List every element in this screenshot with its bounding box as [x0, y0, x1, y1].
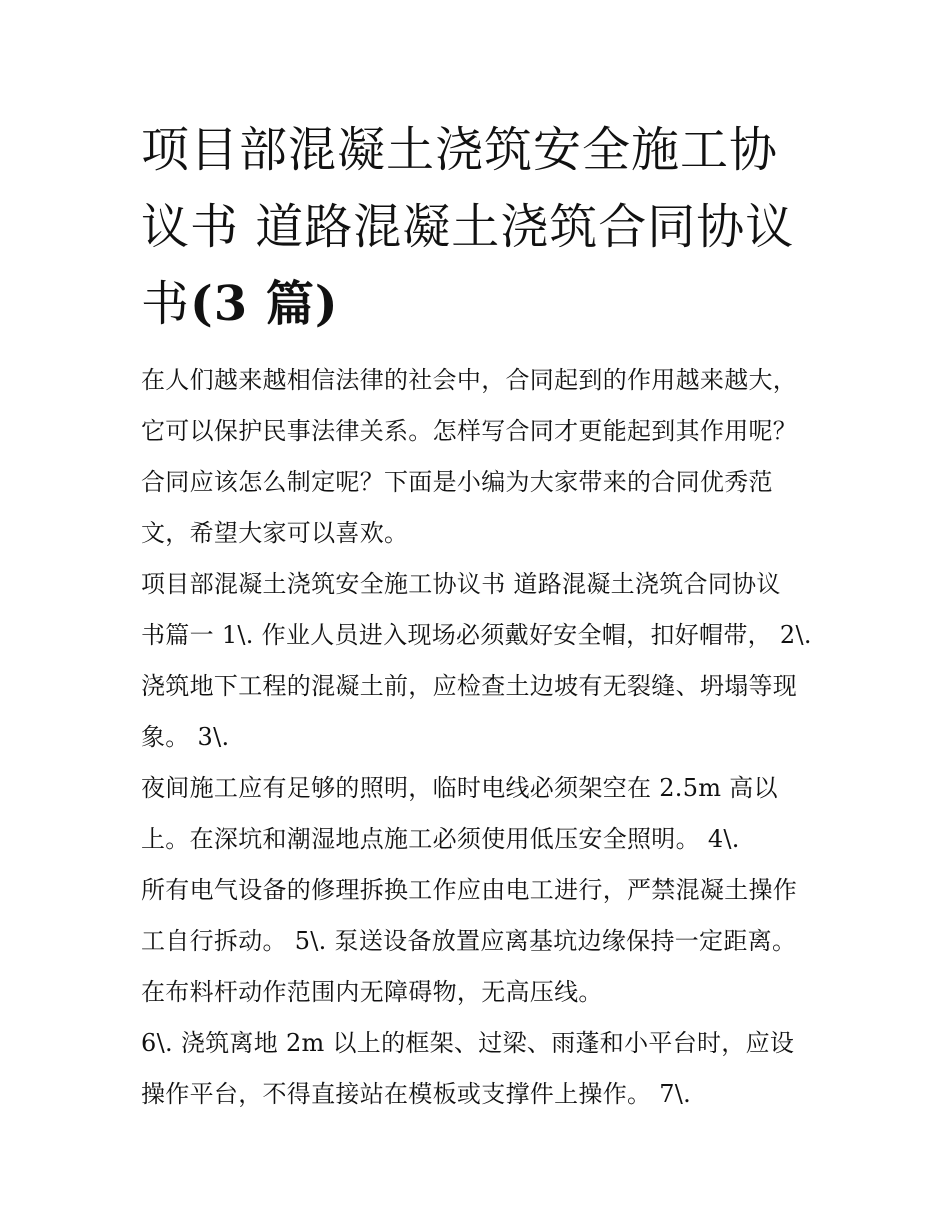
body-line: 工自行拆动。 5\. 泵送设备放置应离基坑边缘保持一定距离。 — [141, 927, 797, 955]
title-line-2: 议书 道路混凝土浇筑合同协议 — [141, 199, 795, 255]
body-line: 所有电气设备的修理拆换工作应由电工进行，严禁混凝土操作 — [141, 876, 798, 904]
body-line: 操作平台，不得直接站在模板或支撑件上操作。 7\. — [141, 1080, 692, 1108]
body-line: 在布料杆动作范围内无障碍物，无高压线。 — [141, 978, 603, 1006]
body-line: 书篇一 1\. 作业人员进入现场必须戴好安全帽，扣好帽带， 2\. — [141, 621, 812, 649]
document-title — [141, 112, 821, 343]
body-line: 象。 3\. — [141, 723, 230, 751]
body-line: 项目部混凝土浇筑安全施工协议书 道路混凝土浇筑合同协议 — [141, 570, 781, 598]
document-body — [141, 355, 820, 1120]
title-line-1: 项目部混凝土浇筑安全施工协 — [141, 122, 779, 178]
body-line: 文，希望大家可以喜欢。 — [141, 519, 409, 547]
body-line: 6\. 浇筑离地 2m 以上的框架、过梁、雨蓬和小平台时，应设 — [141, 1029, 795, 1057]
body-line: 在人们越来越相信法律的社会中，合同起到的作用越来越大， — [141, 366, 798, 394]
title-line-3-count: (3 — [190, 276, 249, 332]
body-line: 合同应该怎么制定呢？下面是小编为大家带来的合同优秀范 — [141, 468, 773, 496]
title-line-3-end: ) — [314, 276, 339, 332]
body-line: 它可以保护民事法律关系。怎样写合同才更能起到其作用呢？ — [141, 417, 798, 445]
title-line-3-suffix: 篇 — [248, 276, 315, 332]
body-line: 夜间施工应有足够的照明，临时电线必须架空在 2.5m 高以 — [141, 774, 778, 802]
body-line: 浇筑地下工程的混凝土前，应检查土边坡有无裂缝、坍塌等现 — [141, 672, 798, 700]
title-line-3-prefix: 书 — [141, 276, 191, 332]
body-line: 上。在深坑和潮湿地点施工必须使用低压安全照明。 4\. — [141, 825, 740, 853]
